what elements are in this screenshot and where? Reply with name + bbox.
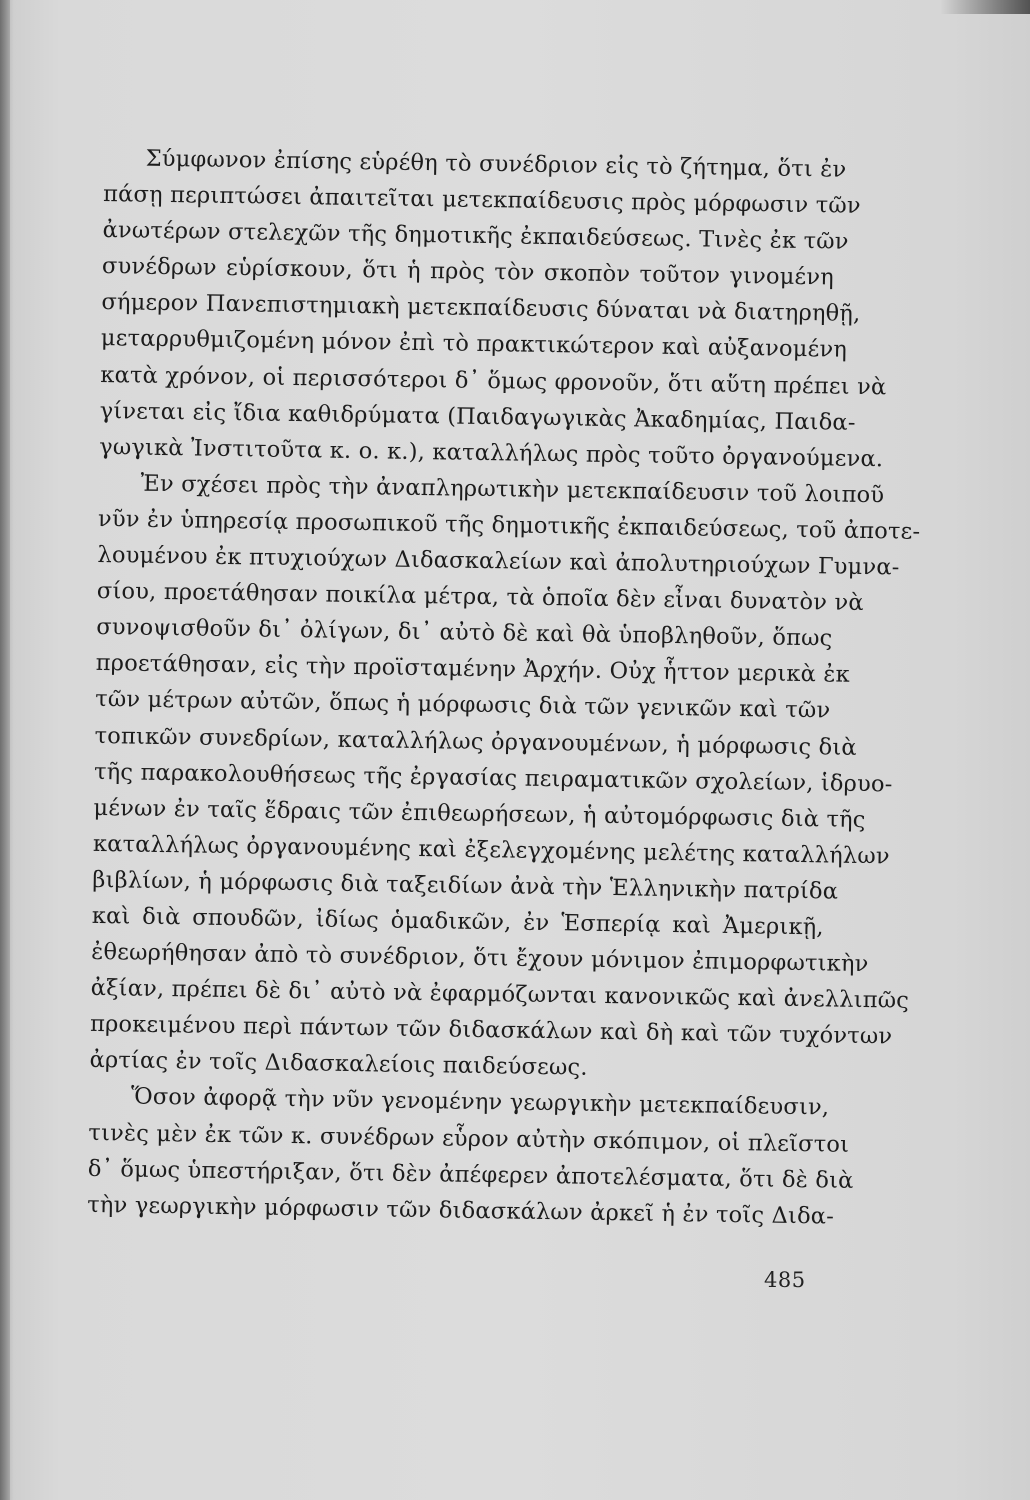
text-line: τῶν μέτρων αὐτῶν, ὅπως ἡ μόρφωσις διὰ τῶν γενικῶν καὶ τῶν [95, 686, 831, 724]
text-line: ἀρτίας ἐν τοῖς Διδασκαλείοις παιδεύσεως. [89, 1047, 588, 1082]
text-line: καὶ διὰ σπουδῶν, ἰδίως ὁμαδικῶν, ἐν Ἑσπερίᾳ καὶ Ἀμερικῇ, [91, 902, 824, 941]
text-line: σίου, προετάθησαν ποικίλα μέτρα, τὰ ὁποῖα δὲν εἶναι δυνατὸν νὰ [96, 578, 864, 617]
text-line: βιβλίων, ἡ μόρφωσις διὰ ταξειδίων ἀνὰ τὴν Ἑλληνικὴν πατρίδα [92, 866, 839, 905]
binding-edge [0, 0, 10, 1500]
text-line: δ᾿ ὅμως ὑπεστήριξαν, ὅτι δὲν ἀπέφερεν ἀποτελέσματα, ὅτι δὲ διὰ [87, 1155, 854, 1194]
text-line: γωγικὰ Ἰνστιτοῦτα κ. ο. κ.), καταλλήλως πρὸς τοῦτο ὀργανούμενα. [98, 433, 884, 473]
text-line: σήμερον Πανεπιστημιακὴ μετεκπαίδευσις δύναται νὰ διατηρηθῇ, [101, 289, 861, 328]
text-line: τῆς παρακολουθήσεως τῆς ἐργασίας πειραματικῶν σχολείων, ἱδρυο- [93, 758, 893, 798]
text-line: κατὰ χρόνον, οἱ περισσότεροι δ᾿ ὅμως φρονοῦν, ὅτι αὕτη πρέπει νὰ [100, 361, 887, 400]
text-line: ἀνωτέρων στελεχῶν τῆς δημοτικῆς ἐκπαιδεύσεως. Τινὲς ἐκ τῶν [102, 217, 849, 255]
text-line: προετάθησαν, εἰς τὴν προϊσταμένην Ἀρχήν. Οὐχ ἧττον μερικὰ ἐκ [95, 650, 851, 689]
text-line: Ἐν σχέσει πρὸς τὴν ἀναπληρωτικὴν μετεκπαίδευσιν τοῦ λοιποῦ [140, 470, 885, 509]
text-line: τοπικῶν συνεδρίων, καταλλήλως ὀργανουμένων, ἡ μόρφωσις διὰ [94, 722, 857, 761]
text-line: τὴν γεωργικὴν μόρφωσιν τῶν διδασκάλων ἀρκεῖ ἡ ἐν τοῖς Διδα- [87, 1191, 835, 1230]
text-line: ἐθεωρήθησαν ἀπὸ τὸ συνέδριον, ὅτι ἔχουν μόνιμον ἐπιμορφωτικὴν [91, 938, 869, 978]
text-line: πάσῃ περιπτώσει ἀπαιτεῖται μετεκπαίδευσις πρὸς μόρφωσιν τῶν [102, 181, 862, 219]
text-line: γίνεται εἰς ἴδια καθιδρύματα (Παιδαγωγικὰς Ἀκαδημίας, Παιδα- [99, 397, 856, 436]
text-line: ἀξίαν, πρέπει δὲ δι᾿ αὐτὸ νὰ ἐφαρμόζωνται κανονικῶς καὶ ἀνελλιπῶς [90, 975, 910, 1014]
text-line: συνέδρων εὑρίσκουν, ὅτι ἡ πρὸς τὸν σκοπὸν τοῦτον γινομένη [101, 253, 835, 291]
text-line: προκειμένου περὶ πάντων τῶν διδασκάλων καὶ δὴ καὶ τῶν τυχόντων [89, 1011, 893, 1050]
scan-shadow [940, 0, 1030, 14]
text-line: καταλλήλως ὀργανουμένης καὶ ἐξελεγχομένης μελέτης καταλλήλων [92, 830, 890, 870]
text-line: συνοψισθοῦν δι᾿ ὀλίγων, δι᾿ αὐτὸ δὲ καὶ θὰ ὑποβληθοῦν, ὅπως [96, 614, 833, 652]
text-line: λουμένου ἐκ πτυχιούχων Διδασκαλείων καὶ ἀπολυτηριούχων Γυμνα- [97, 541, 900, 581]
text-line: Σύμφωνον ἐπίσης εὑρέθη τὸ συνέδριον εἰς τὸ ζήτημα, ὅτι ἐν [145, 145, 847, 183]
text-line: τινὲς μὲν ἐκ τῶν κ. συνέδρων εὗρον αὐτὴν σκόπιμον, οἱ πλεῖστοι [88, 1119, 850, 1158]
text-line: Ὅσον ἀφορᾷ τὴν νῦν γενομένην γεωργικὴν μετεκπαίδευσιν, [130, 1083, 830, 1121]
body-text [87, 140, 921, 1234]
text-line: νῦν ἐν ὑπηρεσίᾳ προσωπικοῦ τῆς δημοτικῆς ἐκπαιδεύσεως, τοῦ ἀποτε- [97, 505, 921, 545]
text-line: μεταρρυθμιζομένη μόνον ἐπὶ τὸ πρακτικώτερον καὶ αὐξανομένη [100, 325, 848, 364]
text-line: μένων ἐν ταῖς ἕδραις τῶν ἐπιθεωρήσεων, ἡ αὐτομόρφωσις διὰ τῆς [93, 794, 866, 833]
page-number: 485 [764, 1268, 806, 1292]
